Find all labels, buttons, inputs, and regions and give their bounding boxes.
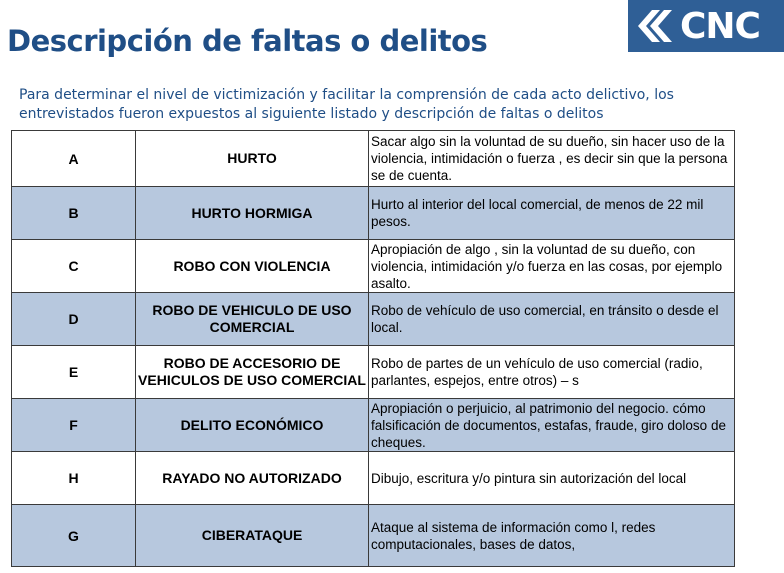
- table-row: [12, 452, 735, 505]
- page-title: Descripción de faltas o delitos: [7, 24, 488, 58]
- offense-code: D: [12, 293, 136, 346]
- table-row: [12, 131, 735, 187]
- offense-description: Hurto al interior del local comercial, de menos de 22 mil pesos.: [369, 187, 735, 240]
- cnc-logo: [628, 0, 784, 52]
- offense-code: C: [12, 240, 136, 293]
- table-row: [12, 240, 735, 293]
- offense-code: G: [12, 505, 136, 567]
- cnc-logo-text: CNC: [680, 5, 760, 47]
- offense-name: HURTO HORMIGA: [136, 187, 369, 240]
- table-row: [12, 346, 735, 399]
- table-row: [12, 505, 735, 567]
- offense-name: CIBERATAQUE: [136, 505, 369, 567]
- offense-name: DELITO ECONÓMICO: [136, 399, 369, 452]
- offense-code: A: [12, 131, 136, 187]
- offense-description: Ataque al sistema de información como l, redes computacionales, bases de datos,: [369, 505, 735, 567]
- offense-description: Apropiación o perjuicio, al patrimonio del negocio. cómo falsificación de documentos, estafas, fraude, giro doloso de cheques.: [369, 399, 735, 452]
- offense-name: HURTO: [136, 131, 369, 187]
- intro-paragraph: Para determinar el nivel de victimización y facilitar la comprensión de cada acto delictivo, los entrevistados fueron expuestos al siguiente listado y descripción de faltas o delitos: [19, 87, 674, 122]
- offense-description: Robo de vehículo de uso comercial, en tránsito o desde el local.: [369, 293, 735, 346]
- offense-code: B: [12, 187, 136, 240]
- offense-description: Robo de partes de un vehículo de uso comercial (radio, parlantes, espejos, entre otros) – s: [369, 346, 735, 399]
- offense-table: [11, 130, 735, 567]
- offense-description: Apropiación de algo , sin la voluntad de su dueño, con violencia, intimidación y/o fuerza en las cosas, por ejemplo asalto.: [369, 240, 735, 293]
- offense-description: Dibujo, escritura y/o pintura sin autorización del local: [369, 452, 735, 505]
- offense-name: RAYADO NO AUTORIZADO: [136, 452, 369, 505]
- cnc-logo-mark-icon: [634, 6, 678, 46]
- offense-name: ROBO DE VEHICULO DE USO COMERCIAL: [136, 293, 369, 346]
- offense-code: H: [12, 452, 136, 505]
- table-row: [12, 293, 735, 346]
- offense-name: ROBO DE ACCESORIO DE VEHICULOS DE USO COMERCIAL: [136, 346, 369, 399]
- offense-name: ROBO CON VIOLENCIA: [136, 240, 369, 293]
- offense-code: F: [12, 399, 136, 452]
- table-row: [12, 187, 735, 240]
- offense-code: E: [12, 346, 136, 399]
- table-row: [12, 399, 735, 452]
- offense-description: Sacar algo sin la voluntad de su dueño, sin hacer uso de la violencia, intimidación o fuerza , es decir sin que la persona se de cuenta.: [369, 131, 735, 187]
